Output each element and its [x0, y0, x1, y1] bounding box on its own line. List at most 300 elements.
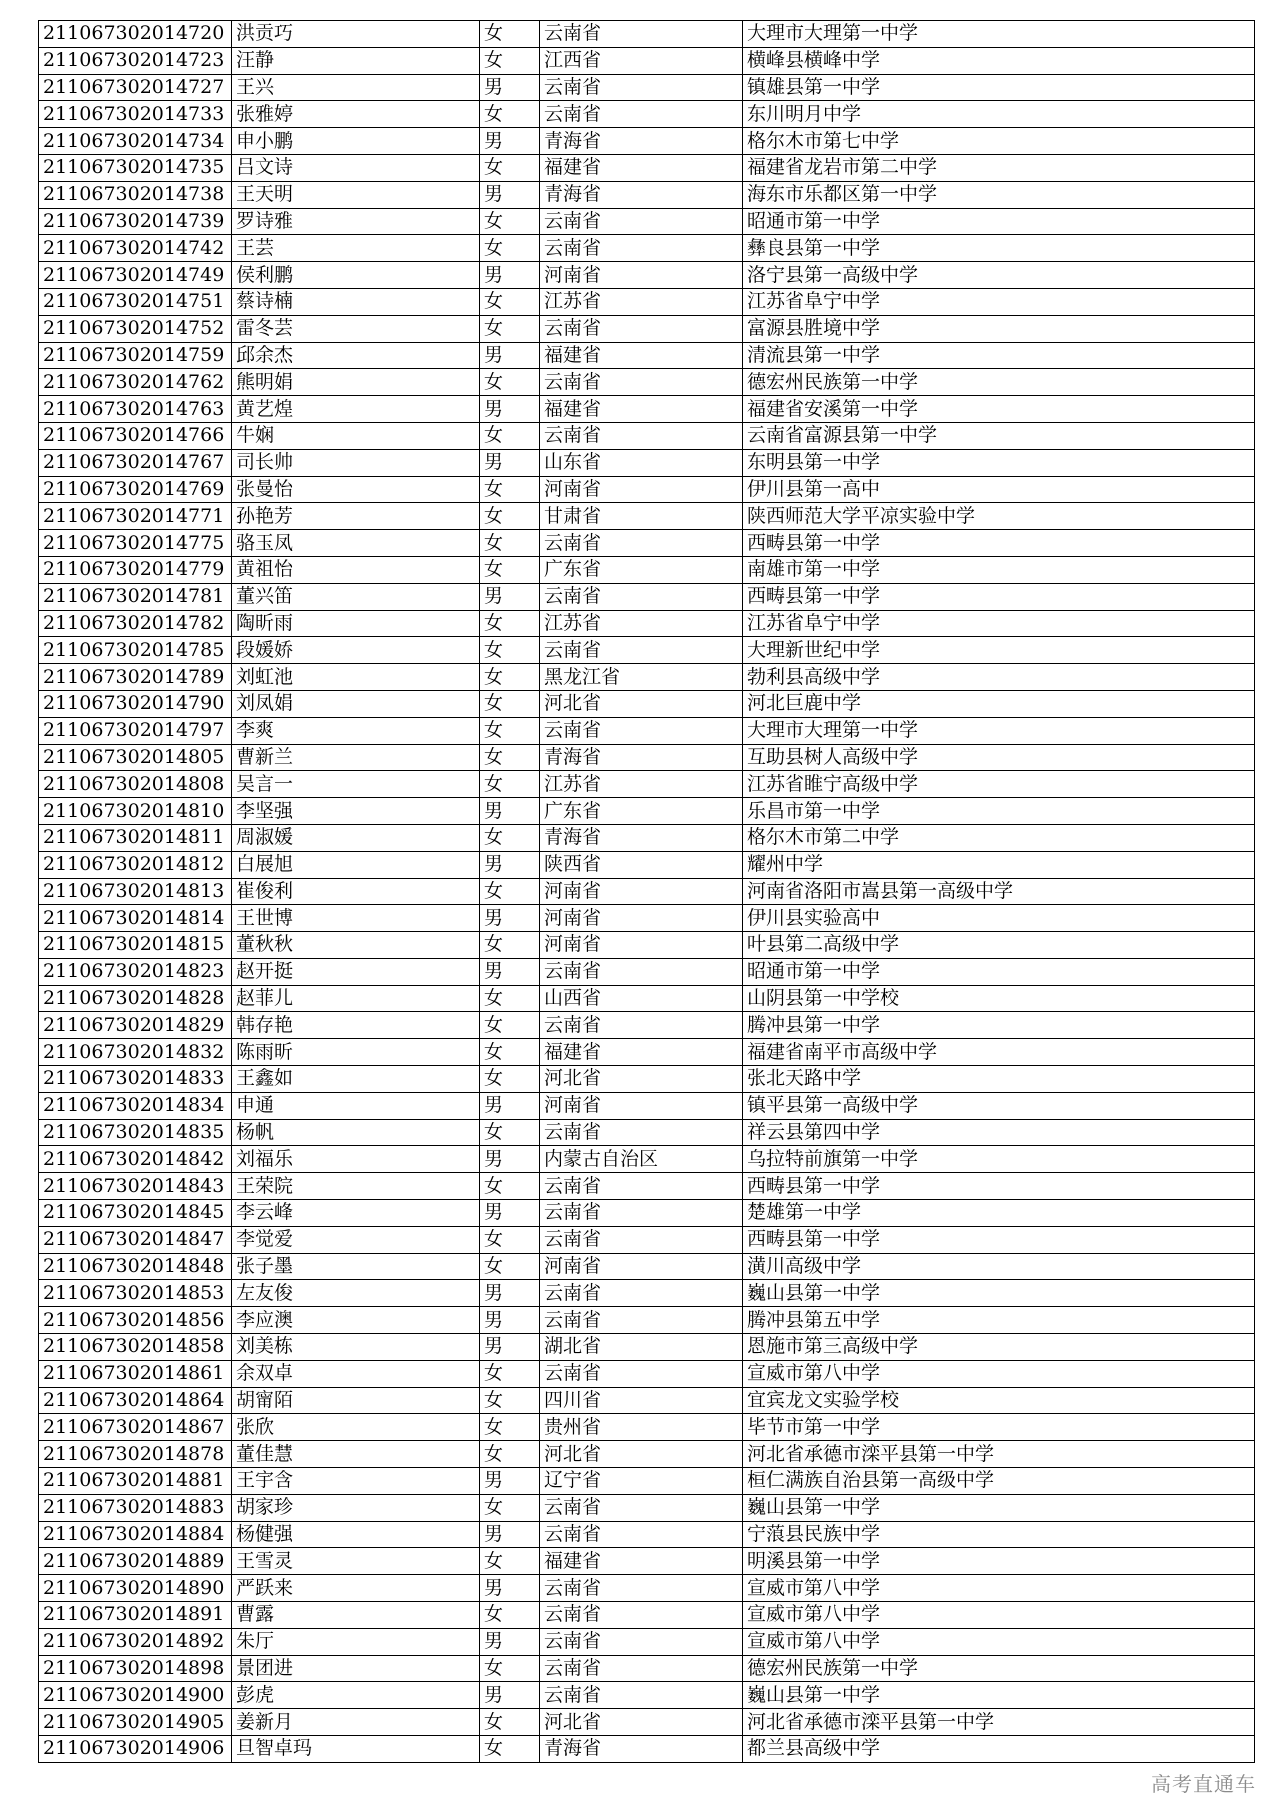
gender-cell: 女	[480, 932, 540, 959]
province-cell: 青海省	[540, 744, 743, 771]
province-cell: 青海省	[540, 181, 743, 208]
table-row	[39, 369, 1255, 396]
name-cell: 罗诗雅	[232, 208, 480, 235]
gender-cell: 男	[480, 958, 540, 985]
province-cell: 广东省	[540, 556, 743, 583]
gender-cell: 女	[480, 1736, 540, 1763]
province-cell: 福建省	[540, 154, 743, 181]
table-row	[39, 744, 1255, 771]
table-row	[39, 315, 1255, 342]
school-cell: 山阴县第一中学校	[743, 985, 1255, 1012]
school-cell: 昭通市第一中学	[743, 208, 1255, 235]
name-cell: 彭虎	[232, 1682, 480, 1709]
province-cell: 河北省	[540, 1441, 743, 1468]
candidate-id-cell: 211067302014781	[39, 583, 232, 610]
name-cell: 董秋秋	[232, 932, 480, 959]
table-row	[39, 21, 1255, 48]
gender-cell: 女	[480, 1441, 540, 1468]
gender-cell: 男	[480, 449, 540, 476]
gender-cell: 男	[480, 1628, 540, 1655]
name-cell: 陶昕雨	[232, 610, 480, 637]
table-row	[39, 556, 1255, 583]
table-row	[39, 1736, 1255, 1763]
gender-cell: 男	[480, 1307, 540, 1334]
table-row	[39, 1682, 1255, 1709]
gender-cell: 男	[480, 798, 540, 825]
gender-cell: 女	[480, 610, 540, 637]
table-row	[39, 610, 1255, 637]
school-cell: 巍山县第一中学	[743, 1682, 1255, 1709]
watermark: 高考直通车	[1151, 1772, 1256, 1796]
school-cell: 富源县胜境中学	[743, 315, 1255, 342]
province-cell: 云南省	[540, 1494, 743, 1521]
table-row	[39, 1548, 1255, 1575]
name-cell: 胡甯陌	[232, 1387, 480, 1414]
school-cell: 宜宾龙文实验学校	[743, 1387, 1255, 1414]
gender-cell: 女	[480, 21, 540, 48]
province-cell: 云南省	[540, 1200, 743, 1227]
school-cell: 江苏省阜宁中学	[743, 610, 1255, 637]
school-cell: 江苏省阜宁中学	[743, 288, 1255, 315]
province-cell: 河南省	[540, 878, 743, 905]
candidate-id-cell: 211067302014812	[39, 851, 232, 878]
table-row	[39, 208, 1255, 235]
table-row	[39, 851, 1255, 878]
gender-cell: 男	[480, 1468, 540, 1495]
school-cell: 伊川县实验高中	[743, 905, 1255, 932]
name-cell: 崔俊利	[232, 878, 480, 905]
candidate-id-cell: 211067302014814	[39, 905, 232, 932]
gender-cell: 女	[480, 369, 540, 396]
table-row	[39, 824, 1255, 851]
gender-cell: 女	[480, 1253, 540, 1280]
gender-cell: 男	[480, 74, 540, 101]
table-row	[39, 396, 1255, 423]
name-cell: 王宇含	[232, 1468, 480, 1495]
name-cell: 景团进	[232, 1655, 480, 1682]
province-cell: 贵州省	[540, 1414, 743, 1441]
gender-cell: 女	[480, 1173, 540, 1200]
gender-cell: 女	[480, 1012, 540, 1039]
name-cell: 刘美栋	[232, 1334, 480, 1361]
table-row	[39, 878, 1255, 905]
province-cell: 河南省	[540, 476, 743, 503]
school-cell: 耀州中学	[743, 851, 1255, 878]
gender-cell: 女	[480, 1655, 540, 1682]
school-cell: 巍山县第一中学	[743, 1280, 1255, 1307]
name-cell: 骆玉凤	[232, 530, 480, 557]
table-row	[39, 1226, 1255, 1253]
province-cell: 山东省	[540, 449, 743, 476]
name-cell: 曹露	[232, 1602, 480, 1629]
name-cell: 旦智卓玛	[232, 1736, 480, 1763]
school-cell: 福建省龙岩市第二中学	[743, 154, 1255, 181]
school-cell: 宣威市第八中学	[743, 1602, 1255, 1629]
school-cell: 勃利县高级中学	[743, 664, 1255, 691]
name-cell: 洪贡巧	[232, 21, 480, 48]
school-cell: 伊川县第一高中	[743, 476, 1255, 503]
school-cell: 叶县第二高级中学	[743, 932, 1255, 959]
province-cell: 河南省	[540, 1253, 743, 1280]
school-cell: 桓仁满族自治县第一高级中学	[743, 1468, 1255, 1495]
school-cell: 潢川高级中学	[743, 1253, 1255, 1280]
table-row	[39, 530, 1255, 557]
gender-cell: 女	[480, 664, 540, 691]
name-cell: 杨帆	[232, 1119, 480, 1146]
school-cell: 乐昌市第一中学	[743, 798, 1255, 825]
province-cell: 福建省	[540, 396, 743, 423]
gender-cell: 男	[480, 181, 540, 208]
table-row	[39, 1280, 1255, 1307]
school-cell: 横峰县横峰中学	[743, 47, 1255, 74]
gender-cell: 女	[480, 47, 540, 74]
gender-cell: 女	[480, 422, 540, 449]
name-cell: 严跃来	[232, 1575, 480, 1602]
gender-cell: 女	[480, 154, 540, 181]
candidate-id-cell: 211067302014828	[39, 985, 232, 1012]
province-cell: 广东省	[540, 798, 743, 825]
candidate-id-cell: 211067302014779	[39, 556, 232, 583]
table-row	[39, 74, 1255, 101]
gender-cell: 男	[480, 1200, 540, 1227]
candidate-id-cell: 211067302014832	[39, 1039, 232, 1066]
province-cell: 陕西省	[540, 851, 743, 878]
candidate-id-cell: 211067302014811	[39, 824, 232, 851]
candidate-id-cell: 211067302014733	[39, 101, 232, 128]
name-cell: 左友俊	[232, 1280, 480, 1307]
school-cell: 云南省富源县第一中学	[743, 422, 1255, 449]
province-cell: 江西省	[540, 47, 743, 74]
table-row	[39, 101, 1255, 128]
table-row	[39, 1307, 1255, 1334]
name-cell: 邱余杰	[232, 342, 480, 369]
school-cell: 大理新世纪中学	[743, 637, 1255, 664]
candidate-id-cell: 211067302014878	[39, 1441, 232, 1468]
candidate-id-cell: 211067302014906	[39, 1736, 232, 1763]
school-cell: 东明县第一中学	[743, 449, 1255, 476]
name-cell: 朱厅	[232, 1628, 480, 1655]
table-row	[39, 717, 1255, 744]
name-cell: 雷冬芸	[232, 315, 480, 342]
name-cell: 张子墨	[232, 1253, 480, 1280]
candidate-id-cell: 211067302014847	[39, 1226, 232, 1253]
name-cell: 吴言一	[232, 771, 480, 798]
name-cell: 李云峰	[232, 1200, 480, 1227]
province-cell: 河北省	[540, 1709, 743, 1736]
candidate-id-cell: 211067302014749	[39, 262, 232, 289]
candidate-id-cell: 211067302014720	[39, 21, 232, 48]
candidate-id-cell: 211067302014829	[39, 1012, 232, 1039]
table-row	[39, 905, 1255, 932]
table-row	[39, 1066, 1255, 1093]
candidate-id-cell: 211067302014727	[39, 74, 232, 101]
candidate-id-cell: 211067302014759	[39, 342, 232, 369]
gender-cell: 男	[480, 1280, 540, 1307]
candidate-id-cell: 211067302014845	[39, 1200, 232, 1227]
province-cell: 青海省	[540, 1736, 743, 1763]
province-cell: 云南省	[540, 315, 743, 342]
table-row	[39, 181, 1255, 208]
gender-cell: 男	[480, 396, 540, 423]
province-cell: 云南省	[540, 717, 743, 744]
candidate-id-cell: 211067302014889	[39, 1548, 232, 1575]
gender-cell: 男	[480, 1146, 540, 1173]
school-cell: 格尔木市第七中学	[743, 128, 1255, 155]
candidate-id-cell: 211067302014864	[39, 1387, 232, 1414]
school-cell: 昭通市第一中学	[743, 958, 1255, 985]
school-cell: 西畴县第一中学	[743, 583, 1255, 610]
candidate-id-cell: 211067302014813	[39, 878, 232, 905]
gender-cell: 男	[480, 262, 540, 289]
school-cell: 江苏省睢宁高级中学	[743, 771, 1255, 798]
province-cell: 云南省	[540, 530, 743, 557]
candidate-id-cell: 211067302014805	[39, 744, 232, 771]
candidate-id-cell: 211067302014890	[39, 1575, 232, 1602]
gender-cell: 女	[480, 556, 540, 583]
gender-cell: 女	[480, 1548, 540, 1575]
table-row	[39, 1441, 1255, 1468]
candidate-id-cell: 211067302014900	[39, 1682, 232, 1709]
name-cell: 张欣	[232, 1414, 480, 1441]
name-cell: 侯利鹏	[232, 262, 480, 289]
name-cell: 王荣院	[232, 1173, 480, 1200]
province-cell: 云南省	[540, 1682, 743, 1709]
province-cell: 河北省	[540, 690, 743, 717]
name-cell: 董兴笛	[232, 583, 480, 610]
table-row	[39, 932, 1255, 959]
table-row	[39, 1092, 1255, 1119]
candidate-id-cell: 211067302014834	[39, 1092, 232, 1119]
province-cell: 河南省	[540, 1092, 743, 1119]
candidate-id-cell: 211067302014785	[39, 637, 232, 664]
school-cell: 大理市大理第一中学	[743, 717, 1255, 744]
name-cell: 王鑫如	[232, 1066, 480, 1093]
province-cell: 云南省	[540, 1307, 743, 1334]
school-cell: 南雄市第一中学	[743, 556, 1255, 583]
candidate-id-cell: 211067302014853	[39, 1280, 232, 1307]
province-cell: 福建省	[540, 342, 743, 369]
candidate-id-cell: 211067302014833	[39, 1066, 232, 1093]
name-cell: 申小鹏	[232, 128, 480, 155]
province-cell: 云南省	[540, 235, 743, 262]
province-cell: 江苏省	[540, 610, 743, 637]
candidate-id-cell: 211067302014858	[39, 1334, 232, 1361]
table-row	[39, 262, 1255, 289]
candidate-id-cell: 211067302014842	[39, 1146, 232, 1173]
name-cell: 张曼怡	[232, 476, 480, 503]
gender-cell: 女	[480, 1226, 540, 1253]
school-cell: 宁蒗县民族中学	[743, 1521, 1255, 1548]
province-cell: 云南省	[540, 101, 743, 128]
table-row	[39, 1628, 1255, 1655]
name-cell: 李爽	[232, 717, 480, 744]
province-cell: 云南省	[540, 74, 743, 101]
table-row	[39, 128, 1255, 155]
candidate-id-cell: 211067302014808	[39, 771, 232, 798]
table-row	[39, 1575, 1255, 1602]
name-cell: 赵开挺	[232, 958, 480, 985]
province-cell: 云南省	[540, 1655, 743, 1682]
province-cell: 江苏省	[540, 771, 743, 798]
province-cell: 云南省	[540, 958, 743, 985]
gender-cell: 男	[480, 1521, 540, 1548]
table-row	[39, 476, 1255, 503]
candidate-id-cell: 211067302014835	[39, 1119, 232, 1146]
province-cell: 辽宁省	[540, 1468, 743, 1495]
school-cell: 东川明月中学	[743, 101, 1255, 128]
school-cell: 毕节市第一中学	[743, 1414, 1255, 1441]
name-cell: 董佳慧	[232, 1441, 480, 1468]
school-cell: 巍山县第一中学	[743, 1494, 1255, 1521]
candidate-id-cell: 211067302014810	[39, 798, 232, 825]
gender-cell: 女	[480, 1039, 540, 1066]
gender-cell: 女	[480, 717, 540, 744]
school-cell: 河北省承德市滦平县第一中学	[743, 1709, 1255, 1736]
candidate-id-cell: 211067302014738	[39, 181, 232, 208]
roster-body	[39, 21, 1255, 1763]
gender-cell: 女	[480, 771, 540, 798]
table-row	[39, 47, 1255, 74]
gender-cell: 女	[480, 1360, 540, 1387]
name-cell: 申通	[232, 1092, 480, 1119]
table-row	[39, 1414, 1255, 1441]
school-cell: 河北巨鹿中学	[743, 690, 1255, 717]
candidate-id-cell: 211067302014891	[39, 1602, 232, 1629]
province-cell: 甘肃省	[540, 503, 743, 530]
school-cell: 宣威市第八中学	[743, 1628, 1255, 1655]
province-cell: 云南省	[540, 21, 743, 48]
table-row	[39, 583, 1255, 610]
province-cell: 云南省	[540, 422, 743, 449]
province-cell: 云南省	[540, 1173, 743, 1200]
table-row	[39, 1334, 1255, 1361]
gender-cell: 男	[480, 851, 540, 878]
name-cell: 周淑媛	[232, 824, 480, 851]
province-cell: 青海省	[540, 824, 743, 851]
province-cell: 河北省	[540, 1066, 743, 1093]
name-cell: 刘虹池	[232, 664, 480, 691]
gender-cell: 女	[480, 288, 540, 315]
table-row	[39, 235, 1255, 262]
name-cell: 王天明	[232, 181, 480, 208]
name-cell: 司长帅	[232, 449, 480, 476]
table-row	[39, 1494, 1255, 1521]
province-cell: 云南省	[540, 1602, 743, 1629]
name-cell: 牛娴	[232, 422, 480, 449]
roster-table	[38, 20, 1255, 1763]
school-cell: 恩施市第三高级中学	[743, 1334, 1255, 1361]
candidate-id-cell: 211067302014734	[39, 128, 232, 155]
name-cell: 王芸	[232, 235, 480, 262]
candidate-id-cell: 211067302014823	[39, 958, 232, 985]
candidate-id-cell: 211067302014763	[39, 396, 232, 423]
table-row	[39, 1521, 1255, 1548]
name-cell: 王世博	[232, 905, 480, 932]
province-cell: 青海省	[540, 128, 743, 155]
school-cell: 楚雄第一中学	[743, 1200, 1255, 1227]
name-cell: 白展旭	[232, 851, 480, 878]
table-row	[39, 1709, 1255, 1736]
gender-cell: 女	[480, 1602, 540, 1629]
school-cell: 德宏州民族第一中学	[743, 369, 1255, 396]
candidate-id-cell: 211067302014735	[39, 154, 232, 181]
table-row	[39, 154, 1255, 181]
school-cell: 德宏州民族第一中学	[743, 1655, 1255, 1682]
province-cell: 云南省	[540, 369, 743, 396]
name-cell: 李觉爱	[232, 1226, 480, 1253]
school-cell: 西畴县第一中学	[743, 530, 1255, 557]
name-cell: 黄艺煌	[232, 396, 480, 423]
candidate-id-cell: 211067302014815	[39, 932, 232, 959]
name-cell: 孙艳芳	[232, 503, 480, 530]
province-cell: 云南省	[540, 208, 743, 235]
school-cell: 腾冲县第五中学	[743, 1307, 1255, 1334]
name-cell: 张雅婷	[232, 101, 480, 128]
table-row	[39, 637, 1255, 664]
table-row	[39, 985, 1255, 1012]
name-cell: 余双卓	[232, 1360, 480, 1387]
candidate-id-cell: 211067302014881	[39, 1468, 232, 1495]
province-cell: 云南省	[540, 1521, 743, 1548]
candidate-id-cell: 211067302014739	[39, 208, 232, 235]
candidate-id-cell: 211067302014742	[39, 235, 232, 262]
candidate-id-cell: 211067302014766	[39, 422, 232, 449]
school-cell: 福建省安溪第一中学	[743, 396, 1255, 423]
table-row	[39, 1012, 1255, 1039]
school-cell: 西畴县第一中学	[743, 1226, 1255, 1253]
table-row	[39, 1602, 1255, 1629]
gender-cell: 男	[480, 1334, 540, 1361]
province-cell: 福建省	[540, 1548, 743, 1575]
province-cell: 内蒙古自治区	[540, 1146, 743, 1173]
table-row	[39, 958, 1255, 985]
school-cell: 海东市乐都区第一中学	[743, 181, 1255, 208]
school-cell: 清流县第一中学	[743, 342, 1255, 369]
candidate-id-cell: 211067302014905	[39, 1709, 232, 1736]
province-cell: 河南省	[540, 262, 743, 289]
school-cell: 大理市大理第一中学	[743, 21, 1255, 48]
school-cell: 西畴县第一中学	[743, 1173, 1255, 1200]
school-cell: 宣威市第八中学	[743, 1575, 1255, 1602]
school-cell: 陕西师范大学平凉实验中学	[743, 503, 1255, 530]
gender-cell: 女	[480, 744, 540, 771]
name-cell: 胡家珍	[232, 1494, 480, 1521]
name-cell: 王兴	[232, 74, 480, 101]
candidate-id-cell: 211067302014843	[39, 1173, 232, 1200]
candidate-id-cell: 211067302014883	[39, 1494, 232, 1521]
gender-cell: 男	[480, 1092, 540, 1119]
table-row	[39, 1119, 1255, 1146]
name-cell: 姜新月	[232, 1709, 480, 1736]
province-cell: 山西省	[540, 985, 743, 1012]
province-cell: 福建省	[540, 1039, 743, 1066]
name-cell: 刘福乐	[232, 1146, 480, 1173]
candidate-id-cell: 211067302014867	[39, 1414, 232, 1441]
table-row	[39, 1039, 1255, 1066]
candidate-id-cell: 211067302014884	[39, 1521, 232, 1548]
table-row	[39, 1360, 1255, 1387]
province-cell: 四川省	[540, 1387, 743, 1414]
school-cell: 福建省南平市高级中学	[743, 1039, 1255, 1066]
name-cell: 王雪灵	[232, 1548, 480, 1575]
candidate-id-cell: 211067302014769	[39, 476, 232, 503]
name-cell: 熊明娟	[232, 369, 480, 396]
table-row	[39, 422, 1255, 449]
province-cell: 云南省	[540, 1628, 743, 1655]
gender-cell: 女	[480, 235, 540, 262]
gender-cell: 女	[480, 208, 540, 235]
name-cell: 赵菲儿	[232, 985, 480, 1012]
